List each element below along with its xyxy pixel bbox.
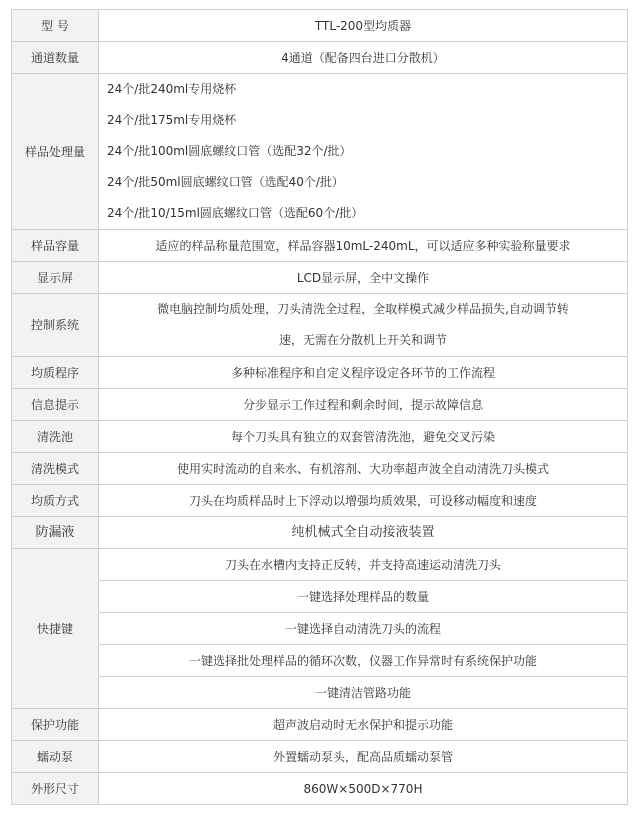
value-program: 多种标准程序和自定义程序设定各环节的工作流程: [99, 357, 628, 389]
label-leak: 防漏液: [12, 517, 99, 549]
value-wash-mode: 使用实时流动的自来水、有机溶剂、大功率超声波全自动清洗刀头模式: [99, 453, 628, 485]
label-model: 型 号: [12, 10, 99, 42]
value-model: TTL-200型均质器: [99, 10, 628, 42]
value-wash-pool: 每个刀头具有独立的双套管清洗池，避免交叉污染: [99, 421, 628, 453]
value-shortcut: 刀头在水槽内支持正反转，并支持高速运动清洗刀头: [99, 549, 628, 581]
row-shortcut: [12, 645, 628, 677]
row-shortcut: [12, 581, 628, 613]
row-info: [12, 389, 628, 421]
row-shortcut: [12, 677, 628, 709]
label-shortcut: 快捷键: [12, 549, 99, 709]
value-leak: 纯机械式全自动接液装置: [99, 517, 628, 549]
row-sample-capacity: [12, 230, 628, 262]
label-program: 均质程序: [12, 357, 99, 389]
row-control: [12, 294, 628, 357]
row-sample-processing: [12, 74, 628, 230]
value-sample-processing: [99, 74, 628, 230]
label-sample-capacity: 样品容量: [12, 230, 99, 262]
control-line: 微电脑控制均质处理，刀头清洗全过程，全取样模式减少样品损失,自动调节转: [157, 302, 569, 316]
value-dimensions: 860W×500D×770H: [99, 773, 628, 805]
sample-processing-line: 24个/批240ml专用烧杯: [107, 82, 237, 96]
row-shortcut: [12, 613, 628, 645]
value-shortcut: 一键清洁管路功能: [99, 677, 628, 709]
row-leak: [12, 517, 628, 549]
label-info: 信息提示: [12, 389, 99, 421]
row-program: [12, 357, 628, 389]
label-homogenize: 均质方式: [12, 485, 99, 517]
row-dimensions: [12, 773, 628, 805]
value-shortcut: 一键选择自动清洗刀头的流程: [99, 613, 628, 645]
value-info: 分步显示工作过程和剩余时间，提示故障信息: [99, 389, 628, 421]
row-wash-pool: [12, 421, 628, 453]
value-protection: 超声波启动时无水保护和提示功能: [99, 709, 628, 741]
sample-processing-line: 24个/批175ml专用烧杯: [107, 113, 237, 127]
value-sample-capacity: 适应的样品称量范围宽，样品容器10mL-240mL，可以适应多种实验称量要求: [99, 230, 628, 262]
label-sample-processing: 样品处理量: [12, 74, 99, 230]
row-pump: [12, 741, 628, 773]
label-wash-pool: 清洗池: [12, 421, 99, 453]
label-control: 控制系统: [12, 294, 99, 357]
value-control: [99, 294, 628, 357]
row-shortcut: [12, 549, 628, 581]
value-channels: 4通道（配备四台进口分散机）: [99, 42, 628, 74]
label-dimensions: 外形尺寸: [12, 773, 99, 805]
control-line: 速，无需在分散机上开关和调节: [278, 333, 447, 347]
value-homogenize: 刀头在均质样品时上下浮动以增强均质效果，可设移动幅度和速度: [99, 485, 628, 517]
value-shortcut: 一键选择批处理样品的循环次数，仪器工作异常时有系统保护功能: [99, 645, 628, 677]
row-display: [12, 262, 628, 294]
label-display: 显示屏: [12, 262, 99, 294]
value-display: LCD显示屏，全中文操作: [99, 262, 628, 294]
label-pump: 蠕动泵: [12, 741, 99, 773]
row-model: [12, 10, 628, 42]
value-shortcut: 一键选择处理样品的数量: [99, 581, 628, 613]
row-channels: [12, 42, 628, 74]
row-protection: [12, 709, 628, 741]
label-protection: 保护功能: [12, 709, 99, 741]
row-homogenize: [12, 485, 628, 517]
spec-table: [11, 9, 628, 805]
sample-processing-line: 24个/批50ml圆底螺纹口管（选配40个/批）: [107, 175, 344, 189]
sample-processing-line: 24个/批100ml圆底螺纹口管（选配32个/批）: [107, 144, 352, 158]
label-channels: 通道数量: [12, 42, 99, 74]
row-wash-mode: [12, 453, 628, 485]
value-pump: 外置蠕动泵头，配高品质蠕动泵管: [99, 741, 628, 773]
sample-processing-line: 24个/批10/15ml圆底螺纹口管（选配60个/批）: [107, 206, 364, 220]
label-wash-mode: 清洗模式: [12, 453, 99, 485]
